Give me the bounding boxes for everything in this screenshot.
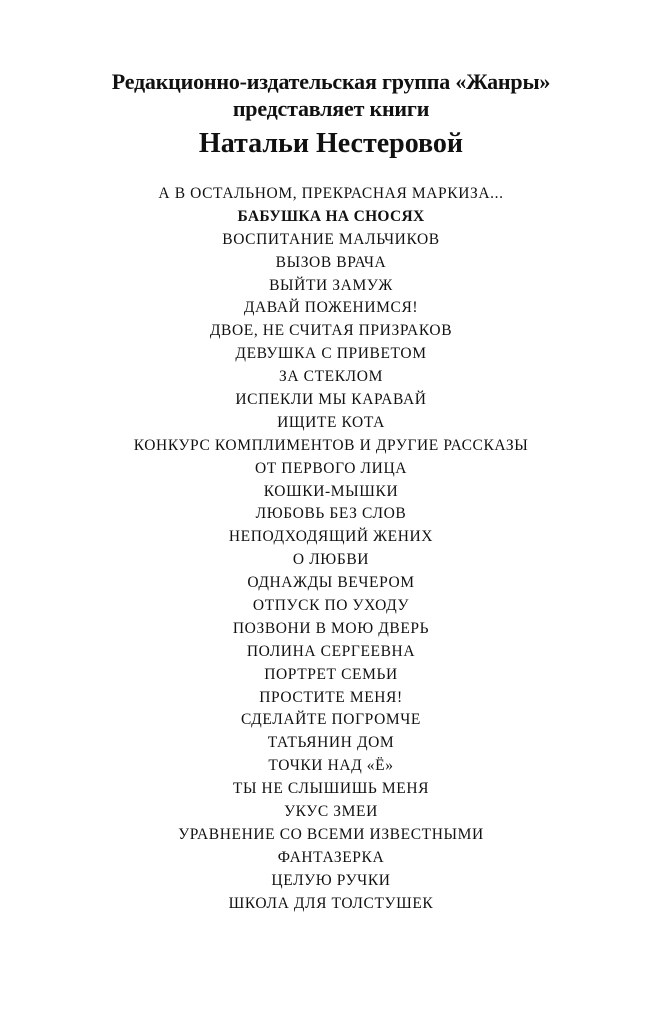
book-title: ПОЗВОНИ В МОЮ ДВЕРЬ (232, 619, 430, 637)
book-title: ОТПУСК ПО УХОДУ (252, 597, 410, 615)
book-title: А В ОСТАЛЬНОМ, ПРЕКРАСНАЯ МАРКИЗА... (158, 185, 504, 202)
book-title: КОШКИ-МЫШКИ (263, 482, 399, 500)
book-title: ПОРТРЕТ СЕМЬИ (264, 665, 398, 683)
book-title: СДЕЛАЙТЕ ПОГРОМЧЕ (241, 711, 421, 729)
book-title: ТЫ НЕ СЛЫШИШЬ МЕНЯ (232, 780, 430, 798)
book-title: УРАВНЕНИЕ СО ВСЕМИ ИЗВЕСТНЫМИ (178, 825, 484, 843)
book-title: ВЫЙТИ ЗАМУЖ (269, 276, 393, 294)
author-name: Натальи Нестеровой (198, 128, 464, 159)
book-title: ИЩИТЕ КОТА (277, 413, 385, 431)
book-title: ЦЕЛУЮ РУЧКИ (271, 871, 391, 889)
book-title: ВЫЗОВ ВРАЧА (275, 253, 387, 271)
book-title: БАБУШКА НА СНОСЯХ (237, 207, 425, 225)
book-title: ОДНАЖДЫ ВЕЧЕРОМ (247, 574, 415, 592)
book-title: ИСПЕКЛИ МЫ КАРАВАЙ (235, 391, 427, 409)
book-title: ПОЛИНА СЕРГЕЕВНА (246, 642, 416, 660)
book-title: ЛЮБОВЬ БЕЗ СЛОВ (255, 505, 407, 523)
book-title: ТАТЬЯНИН ДОМ (267, 734, 395, 752)
publisher-heading: Редакционно-издательская группа «Жанры» (111, 69, 551, 94)
book-title: ОТ ПЕРВОГО ЛИЦА (254, 459, 408, 477)
book-title: УКУС ЗМЕИ (284, 803, 378, 821)
book-title-list (0, 183, 662, 916)
book-title: ЗА СТЕКЛОМ (279, 368, 383, 386)
book-title: ДВОЕ, НЕ СЧИТАЯ ПРИЗРАКОВ (209, 322, 453, 340)
book-title: ТОЧКИ НАД «Ё» (268, 757, 394, 775)
publisher-subheading: представляет книги (232, 96, 430, 121)
book-title: ПРОСТИТЕ МЕНЯ! (259, 688, 403, 706)
book-title: НЕПОДХОДЯЩИЙ ЖЕНИХ (228, 528, 434, 546)
book-title: КОНКУРС КОМПЛИМЕНТОВ И ДРУГИЕ РАССКАЗЫ (133, 436, 529, 454)
book-title: ВОСПИТАНИЕ МАЛЬЧИКОВ (222, 230, 440, 248)
book-title: ДЕВУШКА С ПРИВЕТОМ (235, 345, 427, 363)
book-title: ДАВАЙ ПОЖЕНИМСЯ! (243, 299, 419, 317)
book-title: ФАНТАЗЕРКА (277, 848, 385, 866)
book-title: ШКОЛА ДЛЯ ТОЛСТУШЕК (228, 894, 434, 912)
book-title: О ЛЮБВИ (292, 551, 370, 569)
